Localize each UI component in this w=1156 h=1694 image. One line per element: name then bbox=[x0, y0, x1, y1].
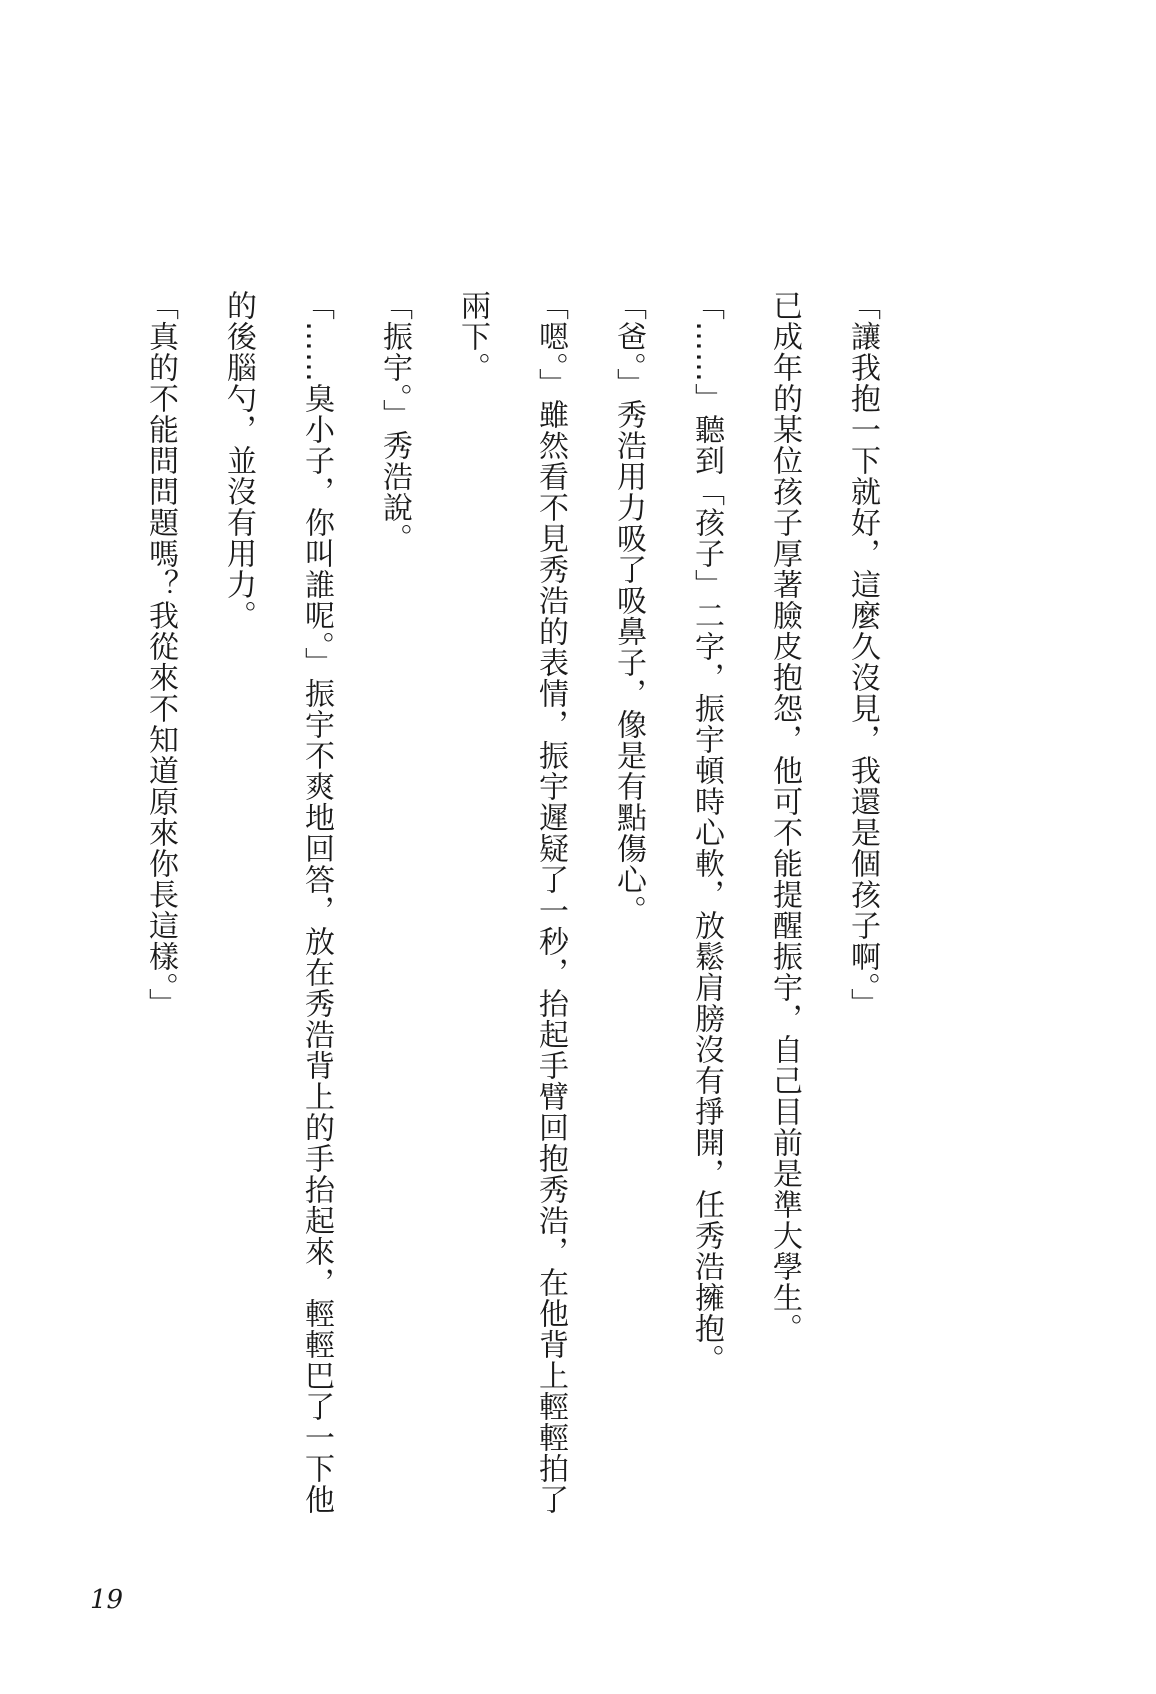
paragraph-5: 「嗯。」雖然看不見秀浩的表情，振宇遲疑了一秒，抬起手臂回抱秀浩，在他背上輕輕拍了兩下。 bbox=[455, 290, 568, 1515]
page-number: 19 bbox=[90, 1585, 124, 1615]
paragraph-1: 「讓我抱一下就好，這麼久沒見，我還是個孩子啊。」 bbox=[845, 290, 880, 1019]
paragraph-3: 「……」聽到「孩子」二字，振宇頓時心軟，放鬆肩膀沒有掙開，任秀浩擁抱。 bbox=[689, 290, 724, 1375]
paragraph-2: 已成年的某位孩子厚著臉皮抱怨，他可不能提醒振宇，自己目前是準大學生。 bbox=[767, 290, 802, 1344]
vertical-text-body bbox=[121, 290, 901, 1530]
paragraph-7: 「……臭小子，你叫誰呢。」振宇不爽地回答，放在秀浩背上的手抬起來，輕輕巴了一下他的後腦勺，並沒有用力。 bbox=[221, 290, 334, 1515]
paragraph-8: 「真的不能問問題嗎？我從來不知道原來你長這樣。」 bbox=[143, 290, 178, 1019]
paragraph-6: 「振宇。」秀浩說。 bbox=[377, 290, 412, 554]
paragraph-4: 「爸。」秀浩用力吸了吸鼻子，像是有點傷心。 bbox=[611, 290, 646, 926]
